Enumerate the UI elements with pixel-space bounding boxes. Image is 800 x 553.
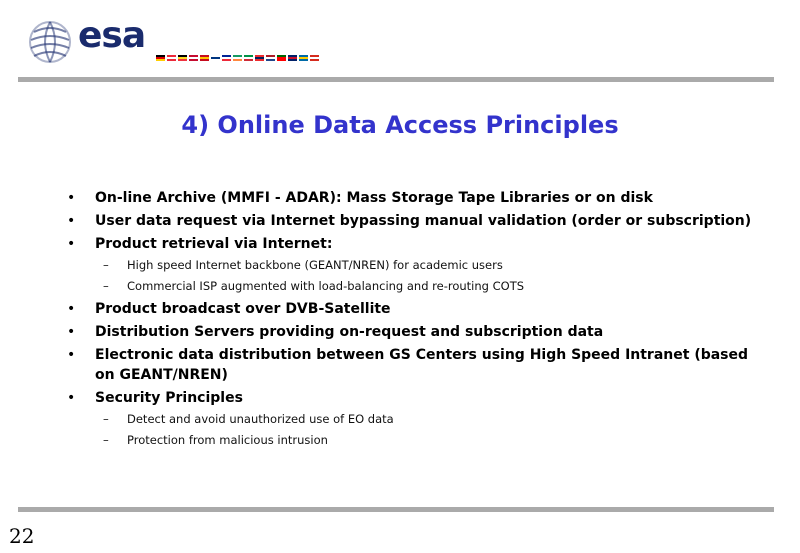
list-item xyxy=(63,188,753,208)
slide-title: 4) Online Data Access Principles xyxy=(181,111,619,139)
sub-list-item xyxy=(63,411,753,427)
sub-list-item xyxy=(63,257,753,273)
list-item xyxy=(63,322,753,342)
list-item xyxy=(63,234,753,254)
dash-marker: – xyxy=(103,279,109,293)
page-number: 22 xyxy=(9,524,35,548)
esa-logo-text: esa xyxy=(78,15,146,56)
flag-icon xyxy=(211,55,220,61)
list-item xyxy=(63,345,753,385)
sub-list-item-text: High speed Internet backbone (GEANT/NREN) for academic users xyxy=(127,258,503,272)
list-item-text: Distribution Servers providing on-request and subscription data xyxy=(95,324,604,340)
list-item-text: Product broadcast over DVB-Satellite xyxy=(95,301,391,317)
dash-marker: – xyxy=(103,433,109,447)
flag-icon xyxy=(178,55,187,61)
flag-icon xyxy=(310,55,319,61)
bullet-marker: • xyxy=(67,347,76,363)
bullet-marker: • xyxy=(67,390,76,406)
flag-icon xyxy=(167,55,176,61)
flag-icon xyxy=(222,55,231,61)
bullet-marker: • xyxy=(67,236,76,252)
sub-list-item-text: Protection from malicious intrusion xyxy=(127,433,328,447)
list-item xyxy=(63,299,753,319)
list-item xyxy=(63,388,753,408)
flag-icon xyxy=(200,55,209,61)
dash-marker: – xyxy=(103,258,109,272)
member-state-flags xyxy=(156,55,319,61)
bullet-list xyxy=(63,188,753,453)
bullet-marker: • xyxy=(67,301,76,317)
flag-icon xyxy=(233,55,242,61)
bullet-marker: • xyxy=(67,324,76,340)
list-item-text: Electronic data distribution between GS Centers using High Speed Intranet (based on GEANT/NREN) xyxy=(95,347,749,383)
sub-list-item-text: Commercial ISP augmented with load-balancing and re-routing COTS xyxy=(127,279,525,293)
list-item xyxy=(63,211,753,231)
header-divider xyxy=(18,77,774,82)
flag-icon xyxy=(266,55,275,61)
list-item-text: User data request via Internet bypassing manual validation (order or subscription) xyxy=(95,213,752,229)
list-item-text: Product retrieval via Internet: xyxy=(95,236,333,252)
bullet-marker: • xyxy=(67,213,76,229)
flag-icon xyxy=(156,55,165,61)
flag-icon xyxy=(299,55,308,61)
flag-icon xyxy=(244,55,253,61)
list-item-text: Security Principles xyxy=(95,390,243,406)
sub-list-item xyxy=(63,432,753,448)
flag-icon xyxy=(277,55,286,61)
footer-divider xyxy=(18,507,774,512)
bullet-marker: • xyxy=(67,190,76,206)
dash-marker: – xyxy=(103,412,109,426)
flag-icon xyxy=(288,55,297,61)
flag-icon xyxy=(255,55,264,61)
sub-list-item-text: Detect and avoid unauthorized use of EO data xyxy=(127,412,394,426)
sub-list-item xyxy=(63,278,753,294)
flag-icon xyxy=(189,55,198,61)
list-item-text: On-line Archive (MMFI - ADAR): Mass Storage Tape Libraries or on disk xyxy=(95,190,653,206)
